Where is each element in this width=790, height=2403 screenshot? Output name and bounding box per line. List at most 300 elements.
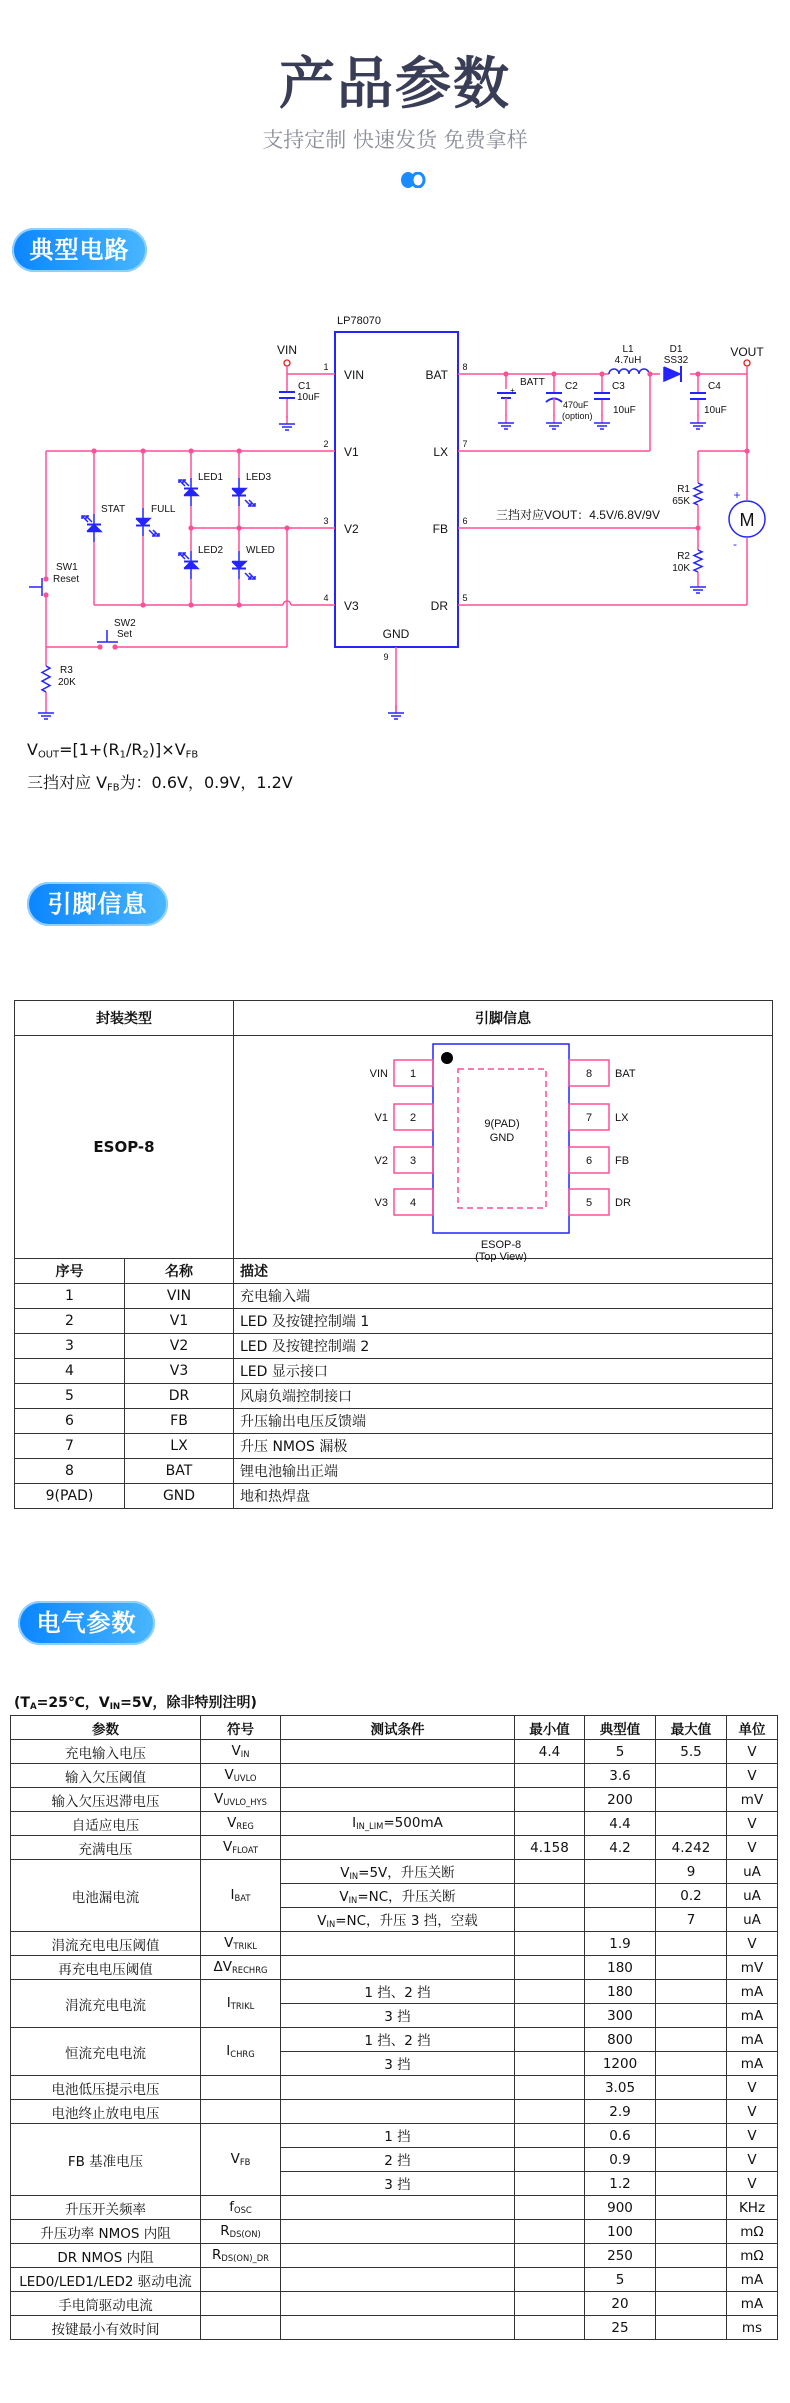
param-name: FB 基准电压	[11, 2124, 201, 2196]
column-header: 描述	[234, 1259, 773, 1284]
value-min	[515, 2220, 585, 2244]
value-max	[656, 2100, 727, 2124]
value-typ: 3.05	[585, 2076, 656, 2100]
value-unit: uA	[727, 1908, 778, 1932]
pin-table-top-header	[15, 1001, 773, 1036]
pin-name: DR	[125, 1384, 234, 1409]
junction-dot	[236, 602, 241, 607]
pin-number: 1	[15, 1284, 125, 1309]
pin-description: LED 显示接口	[234, 1359, 773, 1384]
test-condition	[281, 1932, 515, 1956]
param-symbol	[201, 1788, 281, 1812]
param-symbol	[201, 1764, 281, 1788]
param-name: 涓流充电电压阈值	[11, 1932, 201, 1956]
text-part: =5V，除非特别注明)	[120, 1695, 257, 1711]
pin-name: V1	[344, 445, 359, 459]
param-symbol	[201, 2220, 281, 2244]
value-unit: V	[727, 2076, 778, 2100]
value-max: 5.5	[656, 1740, 727, 1764]
pin-name: FB	[125, 1409, 234, 1434]
condition-text: 1 挡、2 挡	[364, 1985, 431, 2002]
test-condition	[281, 2124, 515, 2148]
value-unit: V	[727, 1836, 778, 1860]
condition-main: V	[317, 1913, 327, 1930]
param-name: 涓流充电电流	[11, 1980, 201, 2028]
pin-description: 锂电池输出正端	[234, 1459, 773, 1484]
value-typ: 0.6	[585, 2124, 656, 2148]
symbol-main: I	[226, 1995, 231, 2012]
circuit-label: 470uF	[563, 400, 589, 410]
value-max	[656, 2172, 727, 2196]
text-part: 为：0.6V，0.9V，1.2V	[119, 773, 293, 793]
value-typ: 5	[585, 2268, 656, 2292]
value-max	[656, 2268, 727, 2292]
circuit-label: L1	[622, 344, 634, 355]
package-name: ESOP-8	[15, 1036, 234, 1259]
value-typ: 200	[585, 1788, 656, 1812]
vout-label: VOUT	[730, 345, 764, 359]
junction-dot	[551, 371, 556, 376]
junction-dot	[188, 448, 193, 453]
junction-dot	[188, 525, 193, 530]
value-min: 4.4	[515, 1740, 585, 1764]
param-name: 输入欠压阈值	[11, 1764, 201, 1788]
package-label: 3	[409, 1155, 417, 1167]
condition-text: 3 挡	[384, 2009, 411, 2026]
condition-subscript: IN_LIM	[356, 1821, 384, 1832]
value-typ: 800	[585, 2028, 656, 2052]
subscript: OUT	[37, 749, 60, 761]
vin-terminal-icon	[284, 360, 290, 366]
value-unit: V	[727, 2148, 778, 2172]
value-max	[656, 1788, 727, 1812]
table-row	[11, 1836, 778, 1860]
table-row	[11, 2124, 778, 2148]
test-condition	[281, 1788, 515, 1812]
test-condition	[281, 2244, 515, 2268]
text-part: (T	[14, 1695, 30, 1711]
circuit-label: Reset	[53, 574, 80, 585]
value-min	[515, 1932, 585, 1956]
symbol-subscript: CHRG	[230, 2049, 255, 2060]
package-label: 8	[585, 1068, 593, 1080]
test-condition	[281, 1740, 515, 1764]
value-unit: V	[727, 2172, 778, 2196]
circuit-label: C2	[565, 381, 578, 392]
value-typ: 300	[585, 2004, 656, 2028]
symbol-subscript: REG	[236, 1821, 254, 1832]
pin-name: DR	[430, 599, 448, 613]
value-unit: uA	[727, 1884, 778, 1908]
condition-text: 1 挡、2 挡	[364, 2033, 431, 2050]
circuit-label: C3	[612, 381, 625, 392]
test-condition	[281, 1884, 515, 1908]
chip-name: LP78070	[337, 315, 382, 327]
test-condition	[281, 2268, 515, 2292]
table-row	[11, 2220, 778, 2244]
column-header: 最小值	[515, 1716, 585, 1740]
value-unit: KHz	[727, 2196, 778, 2220]
package-label: 5	[585, 1197, 593, 1209]
symbol-subscript: DS(ON)_DR	[221, 2253, 269, 2264]
text-part: /R	[125, 740, 143, 759]
table-row	[11, 1740, 778, 1764]
circuit-label: 10uF	[297, 392, 320, 403]
pin-description: 地和热焊盘	[234, 1484, 773, 1509]
param-name: DR NMOS 内阻	[11, 2244, 201, 2268]
test-condition	[281, 2172, 515, 2196]
value-typ: 180	[585, 1980, 656, 2004]
led-label: LED3	[246, 472, 272, 483]
value-unit: V	[727, 2100, 778, 2124]
value-typ: 4.2	[585, 1836, 656, 1860]
param-name: 电池终止放电电压	[11, 2100, 201, 2124]
pin-description: 升压输出电压反馈端	[234, 1409, 773, 1434]
value-max	[656, 2220, 727, 2244]
value-typ: 2.9	[585, 2100, 656, 2124]
junction-dot	[236, 525, 241, 530]
table-row	[11, 2076, 778, 2100]
pin-name: V3	[125, 1359, 234, 1384]
value-typ: 20	[585, 2292, 656, 2316]
value-typ: 0.9	[585, 2148, 656, 2172]
test-condition	[281, 1764, 515, 1788]
pin-number: 4	[15, 1359, 125, 1384]
pin-number: 8	[15, 1459, 125, 1484]
condition-main: V	[339, 1889, 349, 1906]
motor-plus: +	[733, 488, 741, 502]
package-label: 1	[409, 1068, 417, 1080]
table-row	[11, 2316, 778, 2340]
symbol-main: R	[212, 2247, 222, 2264]
value-max	[656, 2028, 727, 2052]
pin-name: VIN	[344, 368, 365, 382]
value-unit: mA	[727, 2268, 778, 2292]
package-label: LX	[615, 1112, 629, 1124]
param-symbol	[201, 1836, 281, 1860]
column-header: 参数	[11, 1716, 201, 1740]
symbol-main: ΔV	[213, 1959, 232, 1976]
param-symbol	[201, 1740, 281, 1764]
condition-main: V	[340, 1865, 350, 1882]
table-row	[11, 1764, 778, 1788]
vfb-values	[27, 769, 293, 802]
value-min	[515, 2124, 585, 2148]
package-label: V3	[374, 1197, 388, 1209]
table-row	[11, 1956, 778, 1980]
value-min	[515, 1884, 585, 1908]
value-max	[656, 2244, 727, 2268]
test-condition	[281, 1812, 515, 1836]
symbol-main: V	[231, 1743, 241, 1760]
param-symbol	[201, 1980, 281, 2028]
junction-dot	[284, 525, 289, 530]
junction-dot	[91, 448, 96, 453]
param-name: 充满电压	[11, 1836, 201, 1860]
value-min	[515, 2196, 585, 2220]
table-row	[11, 1932, 778, 1956]
package-label: ESOP-8	[480, 1239, 522, 1251]
value-typ	[585, 1860, 656, 1884]
pin-description: 风扇负端控制接口	[234, 1384, 773, 1409]
value-unit: V	[727, 1740, 778, 1764]
pin-row	[15, 1359, 773, 1384]
value-max: 0.2	[656, 1884, 727, 1908]
page-title: 产品参数	[279, 52, 511, 117]
pin-number: 9	[383, 652, 389, 662]
column-header: 典型值	[585, 1716, 656, 1740]
circuit-label: R3	[60, 665, 73, 676]
junction-dot	[695, 371, 700, 376]
junction-dot	[97, 644, 102, 649]
junction-dot	[236, 448, 241, 453]
pin-row	[15, 1284, 773, 1309]
package-label: 4	[409, 1197, 417, 1209]
table-row	[11, 1860, 778, 1884]
value-unit: mΩ	[727, 2244, 778, 2268]
inductor-icon	[609, 369, 649, 374]
symbol-main: V	[224, 1935, 234, 1952]
value-min	[515, 1980, 585, 2004]
subscript: A	[29, 1702, 37, 1713]
param-symbol	[201, 2316, 281, 2340]
resistor-icon	[694, 483, 702, 505]
pin-number: 2	[323, 439, 329, 449]
circuit-label: C1	[298, 381, 311, 392]
value-max: 4.242	[656, 1836, 727, 1860]
circuit-label: D1	[669, 344, 683, 355]
symbol-main: V	[222, 1839, 233, 1856]
formula-block	[27, 736, 293, 803]
circuit-label: SS32	[663, 355, 689, 366]
test-condition	[281, 1836, 515, 1860]
pin-name: V2	[125, 1334, 234, 1359]
test-condition	[281, 2052, 515, 2076]
led-label: STAT	[101, 504, 126, 515]
param-symbol	[201, 1860, 281, 1932]
symbol-main: I	[230, 1887, 235, 1904]
symbol-subscript: BAT	[234, 1893, 251, 1904]
param-symbol	[201, 1812, 281, 1836]
value-unit: V	[727, 1932, 778, 1956]
package-label: (Top View)	[475, 1251, 527, 1262]
battery-plus-icon: +	[510, 386, 515, 395]
package-label: FB	[615, 1155, 630, 1167]
test-condition	[281, 2220, 515, 2244]
pin-row	[15, 1309, 773, 1334]
led-label: WLED	[246, 545, 275, 556]
pin-name: BAT	[125, 1459, 234, 1484]
column-header: 测试条件	[281, 1716, 515, 1740]
value-unit: mV	[727, 1788, 778, 1812]
pin-number: 2	[15, 1309, 125, 1334]
test-condition	[281, 2196, 515, 2220]
value-max	[656, 2004, 727, 2028]
value-max	[656, 1764, 727, 1788]
param-name: 电池漏电流	[11, 1860, 201, 1932]
param-symbol	[201, 1956, 281, 1980]
pin-name: V2	[344, 522, 359, 536]
value-min	[515, 1764, 585, 1788]
text-part: V	[27, 740, 38, 759]
package-pinout-diagram	[233, 1037, 773, 1262]
condition-subscript: IN	[326, 1919, 336, 1930]
pin-description: 升压 NMOS 漏极	[234, 1434, 773, 1459]
pin-table-header-row	[15, 1259, 773, 1284]
pin-number: 3	[15, 1334, 125, 1359]
pin-number: 5	[15, 1384, 125, 1409]
symbol-subscript: TRIKL	[233, 1941, 257, 1952]
text-part: =25℃，V	[36, 1695, 110, 1711]
pin-number: 4	[323, 593, 329, 603]
param-name: 自适应电压	[11, 1812, 201, 1836]
pin-row	[15, 1384, 773, 1409]
header-pin-info: 引脚信息	[234, 1001, 773, 1036]
value-max	[656, 1812, 727, 1836]
value-min	[515, 2316, 585, 2340]
param-name: 升压功率 NMOS 内阻	[11, 2220, 201, 2244]
value-min	[515, 2028, 585, 2052]
test-condition	[281, 2100, 515, 2124]
value-max: 9	[656, 1860, 727, 1884]
pin-row	[15, 1409, 773, 1434]
value-max	[656, 2292, 727, 2316]
condition-subscript: IN	[348, 1895, 358, 1906]
param-name: 输入欠压迟滞电压	[11, 1788, 201, 1812]
param-symbol	[201, 1932, 281, 1956]
table-row	[11, 2268, 778, 2292]
symbol-subscript: UVLO_HYS	[223, 1797, 267, 1808]
value-unit: mA	[727, 2028, 778, 2052]
pin-name: GND	[382, 627, 410, 641]
vout-note: 三挡对应VOUT：4.5V/6.8V/9V	[495, 508, 660, 522]
pin-name: BAT	[425, 368, 448, 382]
param-name: 恒流充电电流	[11, 2028, 201, 2076]
circuit-label: BATT	[520, 377, 545, 388]
vout-formula	[27, 736, 293, 769]
value-min	[515, 2172, 585, 2196]
table-row	[11, 1980, 778, 2004]
symbol-main: V	[227, 1815, 237, 1832]
test-condition	[281, 2292, 515, 2316]
value-min: 4.158	[515, 1836, 585, 1860]
symbol-main: f	[229, 2199, 235, 2216]
circuit-label: 10uF	[613, 405, 636, 416]
value-max	[656, 1980, 727, 2004]
led-label: LED2	[198, 545, 224, 556]
typical-circuit-diagram	[0, 300, 790, 730]
section-badge-circuit: 典型电路	[12, 228, 147, 272]
circuit-label: 4.7uH	[614, 355, 642, 366]
value-min	[515, 1908, 585, 1932]
value-min	[515, 2004, 585, 2028]
value-typ	[585, 1884, 656, 1908]
pin-row	[15, 1334, 773, 1359]
led-label: FULL	[151, 504, 176, 515]
value-unit: mA	[727, 2052, 778, 2076]
value-max	[656, 1932, 727, 1956]
pin-name: GND	[125, 1484, 234, 1509]
symbol-main: V	[224, 1767, 234, 1784]
test-condition	[281, 2148, 515, 2172]
text-part: 三挡对应 V	[27, 773, 108, 793]
value-typ: 900	[585, 2196, 656, 2220]
circuit-label: (option)	[562, 411, 593, 421]
symbol-subscript: RECHRG	[231, 1965, 268, 1976]
pin-number: 9(PAD)	[15, 1484, 125, 1509]
table-row	[11, 1788, 778, 1812]
subscript: 2	[142, 749, 149, 761]
value-unit: mV	[727, 1956, 778, 1980]
symbol-subscript: UVLO	[233, 1773, 257, 1784]
test-condition	[281, 1860, 515, 1884]
section-badge-electrical: 电气参数	[18, 1601, 155, 1645]
table-row	[11, 2292, 778, 2316]
column-header: 最大值	[656, 1716, 727, 1740]
param-name: 升压开关频率	[11, 2196, 201, 2220]
value-unit: ms	[727, 2316, 778, 2340]
pin-number: 6	[15, 1409, 125, 1434]
value-max	[656, 2076, 727, 2100]
param-name: 再充电电压阈值	[11, 1956, 201, 1980]
value-unit: V	[727, 2124, 778, 2148]
circuit-label: SW2	[114, 618, 136, 629]
pin-name: FB	[432, 522, 448, 536]
condition-text: 2 挡	[384, 2153, 411, 2170]
value-min	[515, 2268, 585, 2292]
value-typ: 1.2	[585, 2172, 656, 2196]
value-min	[515, 1788, 585, 1812]
pin1-marker-icon	[441, 1052, 453, 1064]
condition-text: 3 挡	[384, 2057, 411, 2074]
value-unit: mΩ	[727, 2220, 778, 2244]
test-condition	[281, 2076, 515, 2100]
package-label: 7	[585, 1112, 593, 1124]
condition-main: I	[352, 1815, 357, 1832]
param-symbol	[201, 2028, 281, 2076]
package-label: DR	[615, 1197, 631, 1209]
symbol-subscript: DS(ON)	[229, 2229, 261, 2240]
header-package-type: 封装类型	[15, 1001, 234, 1036]
text-part: )]×V	[148, 740, 186, 759]
column-header: 单位	[727, 1716, 778, 1740]
pin-row	[15, 1434, 773, 1459]
pin-number: 8	[462, 362, 468, 372]
column-header: 名称	[125, 1259, 234, 1284]
pin-name: LX	[125, 1434, 234, 1459]
condition-text: =NC，升压关断	[357, 1889, 456, 1906]
param-name: 按键最小有效时间	[11, 2316, 201, 2340]
param-symbol	[201, 2076, 281, 2100]
pin-name: V1	[125, 1309, 234, 1334]
value-min	[515, 2292, 585, 2316]
param-name: 电池低压提示电压	[11, 2076, 201, 2100]
value-typ: 5	[585, 1740, 656, 1764]
vin-label: VIN	[276, 343, 298, 357]
junction-dot	[140, 602, 145, 607]
value-typ: 1200	[585, 2052, 656, 2076]
circuit-label: 10uF	[704, 405, 727, 416]
value-typ: 1.9	[585, 1932, 656, 1956]
electrical-parameters-table	[10, 1715, 778, 2340]
test-condition	[281, 2004, 515, 2028]
electrical-header-row	[11, 1716, 778, 1740]
electrical-conditions-caption	[14, 1692, 257, 1712]
value-min	[515, 2148, 585, 2172]
value-max	[656, 2052, 727, 2076]
param-symbol	[201, 2244, 281, 2268]
symbol-main: I	[226, 2043, 231, 2060]
